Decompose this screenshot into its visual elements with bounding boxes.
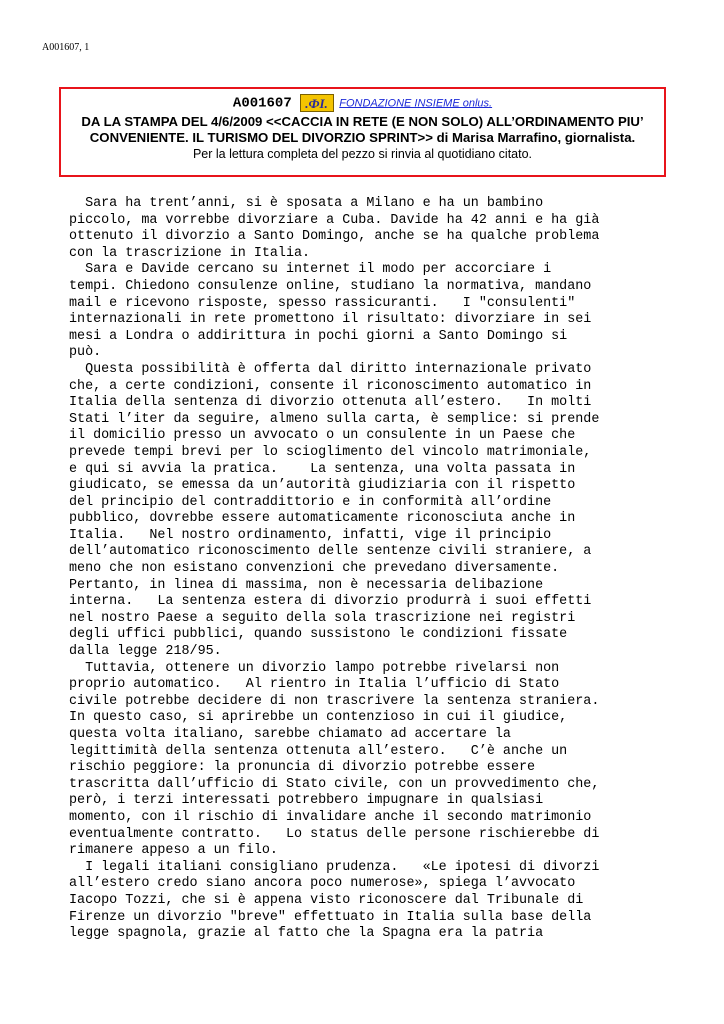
page-reference: A001607, 1 <box>42 42 90 53</box>
header-code-line <box>61 92 664 114</box>
article-paragraph: Sara ha trent’anni, si è sposata a Milano e ha un bambino piccolo, ma vorrebbe divorziare a Cuba. Davide ha 42 anni e ha già ottenuto il divorzio a Santo Domingo, anche se ha qualche problema con la trascrizione in Italia. <box>69 196 600 261</box>
reading-note: Per la lettura completa del pezzo si rinvia al quotidiano citato. <box>192 147 533 161</box>
article-paragraph: Sara e Davide cercano su internet il modo per accorciare i tempi. Chiedono consulenze online, studiano la normativa, mandano mail e ricevono risposte, spesso rassicuranti. I "consulenti" internazionali in rete promettono il risultato: divorziare in sei mesi a Londra o addirittura in pochi giorni a Santo Domingo si può. <box>69 262 592 361</box>
foundation-logo-icon: .ФI. <box>300 94 334 112</box>
article-paragraph: I legali italiani consigliano prudenza. «Le ipotesi di divorzi all’estero credo siano ancora poco numerose», spiega l’avvocato Iacopo Tozzi, che si è appena visto riconoscere dal Tribunale di Firenze un divorzio "breve" effettuato in Italia sulla base della legge spagnola, grazie al fatto che la Spagna era la patria <box>69 859 600 942</box>
article-body <box>69 196 659 943</box>
article-paragraph: Tuttavia, ottenere un divorzio lampo potrebbe rivelarsi non proprio automatico. Al rientro in Italia l’ufficio di Stato civile potrebbe decidere di non trascrivere la sentenza straniera. In questo caso, si aprirebbe un contenzioso in cui il giudice, questa volta italiano, sarebbe chiamato ad accertare la legittimità della sentenza ottenuta all’estero. C’è anche un rischio peggiore: la pronuncia di divorzio potrebbe essere trascritta dall’ufficio di Stato civile, con un provvedimento che, però, i terzi interessati potrebbero impugnare in qualsiasi momento, con il rischio di invalidare anche il secondo matrimonio eventualmente contratto. Lo status delle persone rischierebbe di rimanere appeso a un filo. <box>69 660 600 859</box>
article-source-title: DA LA STAMPA DEL 4/6/2009 <<CACCIA IN RETE (E NON SOLO) ALL’ORDINAMENTO PIU’ CONVENIENTE. IL TURISMO DEL DIVORZIO SPRINT>> di Marisa Marrafino, giornalista. <box>81 114 644 145</box>
document-code: A001607 <box>232 95 292 112</box>
article-paragraph: Questa possibilità è offerta dal diritto internazionale privato che, a certe condizioni, consente il riconoscimento automatico in Italia della sentenza di divorzio ottenuta all’estero. In molti Stati l’iter da seguire, almeno sulla carta, è semplice: si prende il domicilio presso un avvocato o un consulente in un Paese che prevede tempi brevi per lo scioglimento del vincolo matrimoniale, e qui si avvia la pratica. La sentenza, una volta passata in giudicato, se emessa da un’autorità giudiziaria con il rispetto del principio del contraddittorio e in conformità all’ordine pubblico, dovrebbe essere automaticamente riconosciuta anche in Italia. Nel nostro ordinamento, infatti, vige il principio dell’automatico riconoscimento delle sentenze civili straniere, a meno che non esistano convenzioni che prevedano diversamente. Pertanto, in linea di massima, non è necessaria delibazione interna. La sentenza estera di divorzio produrrà i suoi effetti nel nostro Paese a seguito della sola trascrizione nei registri degli uffici pubblici, quando sussistono le condizioni fissate dalla legge 218/95. <box>69 361 600 660</box>
foundation-link[interactable]: FONDAZIONE INSIEME onlus. <box>339 97 493 110</box>
header-box <box>59 87 666 177</box>
